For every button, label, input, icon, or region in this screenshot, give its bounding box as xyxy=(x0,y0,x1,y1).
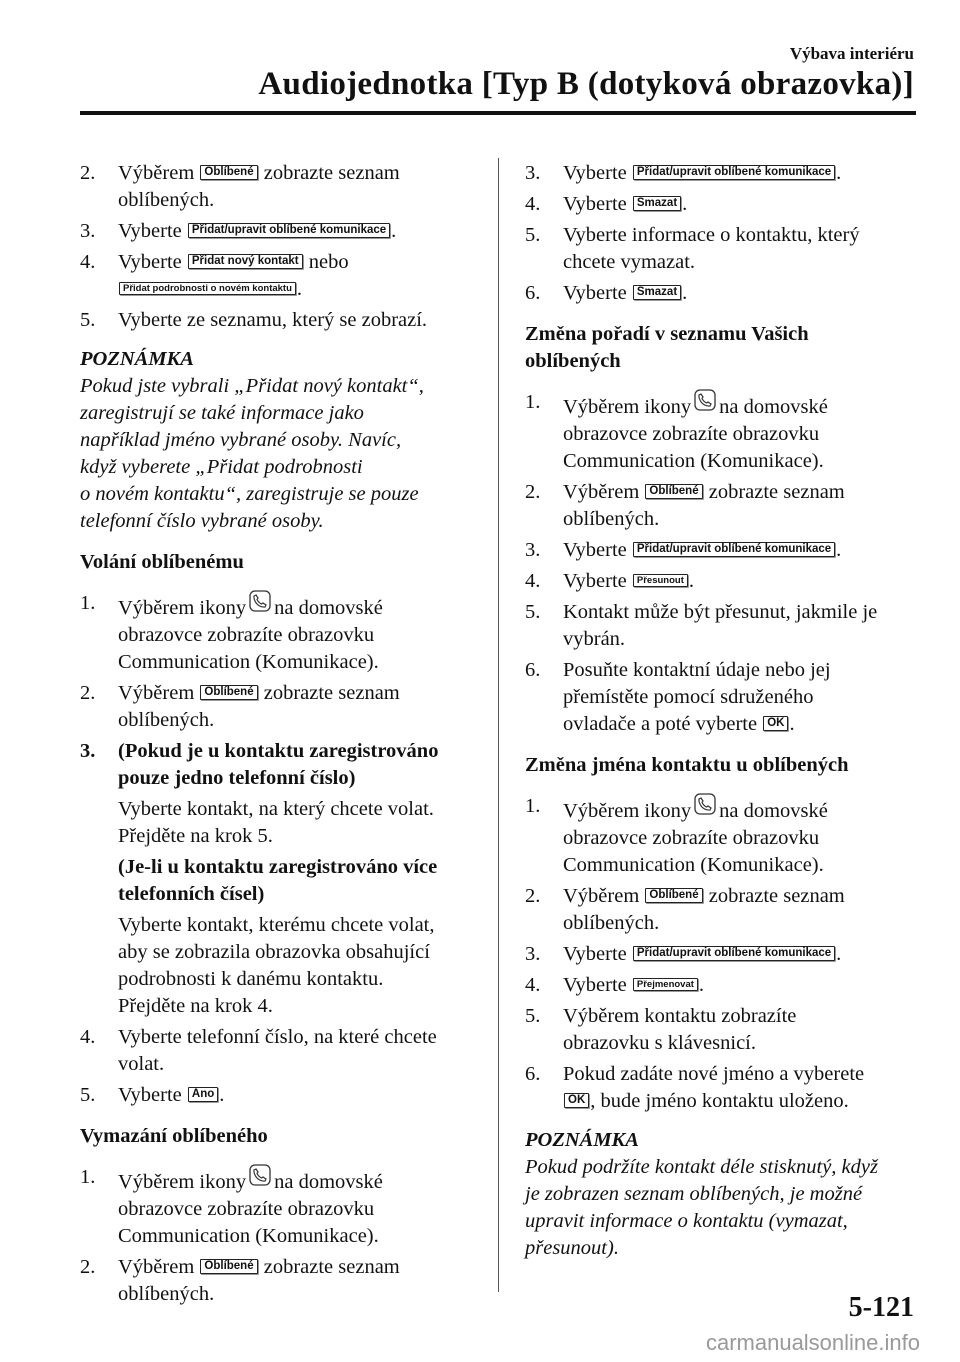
step-item: 3. Vyberte Přidat/upravit oblíbené komunikace . xyxy=(80,220,397,242)
step-item: 4. Vyberte Přejmenovat . xyxy=(525,974,705,996)
step-item: 2. Výběrem Oblíbené zobrazte seznam oblíbených. xyxy=(525,885,845,934)
step-item: 4. Vyberte Přesunout . xyxy=(525,570,694,592)
step-item: 6. Vyberte Smazat . xyxy=(525,282,688,304)
note-title: POZNÁMKA xyxy=(80,348,194,370)
step-item: 2. Výběrem Oblíbené zobrazte seznam oblíbených. xyxy=(525,481,845,530)
phone-icon[interactable] xyxy=(694,793,716,823)
ok-button[interactable]: OK xyxy=(564,1093,589,1108)
note-text: Pokud jste vybrali „Přidat nový kontakt“, zaregistrují se také informace jako například jméno vybrané osoby. Navíc, když vyberete „Přidat podrobnosti o novém kontaktu“, zaregistruje se pouze telefonní číslo vybrané osoby. xyxy=(80,375,424,532)
favorites-button[interactable]: Oblíbené xyxy=(645,484,702,499)
step-item: 2. Výběrem Oblíbené zobrazte seznam oblíbených. xyxy=(80,162,400,211)
right-column xyxy=(525,160,920,1276)
step-item: 2. Výběrem Oblíbené zobrazte seznam oblíbených. xyxy=(80,1256,400,1305)
add-edit-favorites-button[interactable]: Přidat/upravit oblíbené komunikace xyxy=(188,223,390,238)
ok-button[interactable]: OK xyxy=(763,716,788,731)
step-item: 5. Výběrem kontaktu zobrazíte obrazovku s klávesnicí. xyxy=(525,1005,797,1054)
step-item: 3. (Pokud je u kontaktu zaregistrováno pouze jedno telefonní číslo) xyxy=(80,740,439,789)
step-detail: Vyberte kontakt, na který chcete volat. Přejděte na krok 5. xyxy=(118,798,434,847)
favorites-button[interactable]: Oblíbené xyxy=(200,685,257,700)
rename-button[interactable]: Přejmenovat xyxy=(633,978,698,991)
add-edit-favorites-button[interactable]: Přidat/upravit oblíbené komunikace xyxy=(633,946,835,961)
column-divider xyxy=(498,158,499,1292)
favorites-button[interactable]: Oblíbené xyxy=(645,888,702,903)
step-item: 5. Vyberte Ano . xyxy=(80,1084,225,1106)
step-detail: (Je-li u kontaktu zaregistrováno více telefonních čísel) xyxy=(118,856,438,905)
add-new-contact-button[interactable]: Přidat nový kontakt xyxy=(188,254,303,269)
add-edit-favorites-button[interactable]: Přidat/upravit oblíbené komunikace xyxy=(633,165,835,180)
favorites-button[interactable]: Oblíbené xyxy=(200,1259,257,1274)
page-number: 5-121 xyxy=(848,1292,914,1323)
page-title: Audiojednotka [Typ B (dotyková obrazovka)] xyxy=(258,66,914,102)
phone-icon[interactable] xyxy=(694,389,716,419)
note-title: POZNÁMKA xyxy=(525,1129,639,1151)
note-text: Pokud podržíte kontakt déle stisknutý, když je zobrazen seznam oblíbených, je možné upravit informace o kontaktu (vymazat, přesunout). xyxy=(525,1156,878,1259)
step-item: 4. Vyberte Smazat . xyxy=(525,193,688,215)
step-item: 4. Vyberte telefonní číslo, na které chcete volat. xyxy=(80,1026,437,1075)
header-rule xyxy=(80,111,916,115)
step-item: 5. Kontakt může být přesunut, jakmile je vybrán. xyxy=(525,601,878,650)
step-item: 3. Vyberte Přidat/upravit oblíbené komunikace . xyxy=(525,162,842,184)
phone-icon[interactable] xyxy=(249,590,271,620)
section-heading-order: Změna pořadí v seznamu Vašich oblíbených xyxy=(525,323,809,372)
step-item: 5. Vyberte ze seznamu, který se zobrazí. xyxy=(80,309,428,331)
step-item: 2. Výběrem Oblíbené zobrazte seznam oblíbených. xyxy=(80,682,400,731)
add-contact-details-button[interactable]: Přidat podrobnosti o novém kontaktu xyxy=(119,282,296,295)
watermark: carmanualsonline.info xyxy=(705,1330,920,1355)
delete-button[interactable]: Smazat xyxy=(633,196,681,211)
phone-icon[interactable] xyxy=(249,1164,271,1194)
step-detail: Vyberte kontakt, kterému chcete volat, aby se zobrazila obrazovka obsahující podrobnosti k danému kontaktu. Přejděte na krok 4. xyxy=(118,914,435,1017)
step-item: 6. Posuňte kontaktní údaje nebo jej přemístěte pomocí sdruženého ovladače a poté vyberte OK . xyxy=(525,659,831,735)
left-column xyxy=(80,160,475,1312)
step-item: 1. Výběrem ikony na domovské obrazovce zobrazíte obrazovku Communication (Komunikace). xyxy=(80,592,383,673)
section-heading-call: Volání oblíbenému xyxy=(80,551,244,573)
move-button[interactable]: Přesunout xyxy=(633,574,688,587)
section-heading-delete: Vymazání oblíbeného xyxy=(80,1125,268,1147)
step-item: 1. Výběrem ikony na domovské obrazovce zobrazíte obrazovku Communication (Komunikace). xyxy=(525,795,828,876)
add-edit-favorites-button[interactable]: Přidat/upravit oblíbené komunikace xyxy=(633,542,835,557)
section-heading-rename: Změna jména kontaktu u oblíbených xyxy=(525,754,849,776)
step-item: 1. Výběrem ikony na domovské obrazovce zobrazíte obrazovku Communication (Komunikace). xyxy=(80,1166,383,1247)
favorites-button[interactable]: Oblíbené xyxy=(200,165,257,180)
step-item: 1. Výběrem ikony na domovské obrazovce zobrazíte obrazovku Communication (Komunikace). xyxy=(525,391,828,472)
step-item: 3. Vyberte Přidat/upravit oblíbené komunikace . xyxy=(525,943,842,965)
step-item: 4. Vyberte Přidat nový kontakt nebo Přidat podrobnosti o novém kontaktu . xyxy=(80,251,349,300)
delete-button[interactable]: Smazat xyxy=(633,285,681,300)
step-item: 6. Pokud zadáte nové jméno a vyberete OK , bude jméno kontaktu uloženo. xyxy=(525,1063,865,1112)
step-item: 5. Vyberte informace o kontaktu, který chcete vymazat. xyxy=(525,224,860,273)
yes-button[interactable]: Ano xyxy=(188,1087,218,1102)
step-item: 3. Vyberte Přidat/upravit oblíbené komunikace . xyxy=(525,539,842,561)
section-name: Výbava interiéru xyxy=(789,44,914,63)
